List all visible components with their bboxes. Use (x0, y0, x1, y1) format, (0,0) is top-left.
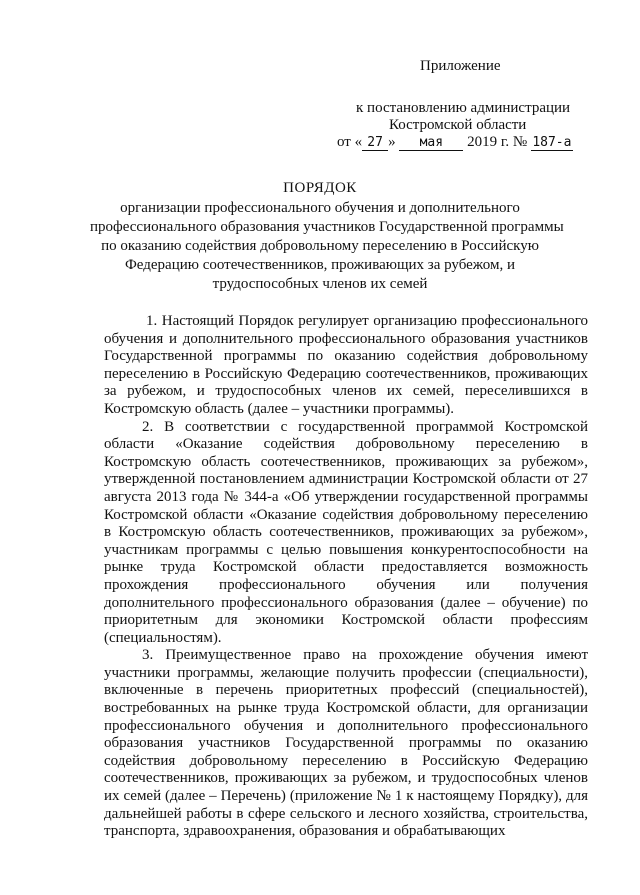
subtitle-line: по оказанию содействия добровольному переселению в Российскую (101, 238, 539, 254)
appendix-title: Приложение (420, 58, 501, 74)
date-quote-close: » (388, 134, 396, 150)
paragraph-1: 1. Настоящий Порядок регулирует организацию профессионального обучения и дополнительного профессионального образования участников Государственной программы по оказанию содействия добровольному переселению в Российскую Федерацию соотечественников, проживающих за рубежом, и трудоспособных членов их семей, переселившихся в Костромскую область (далее – участники программы). (104, 313, 588, 417)
date-prefix: от « (337, 134, 363, 150)
subtitle-line: трудоспособных членов их семей (212, 276, 428, 292)
subtitle-line: профессионального образования участников Государственной программы (90, 219, 564, 235)
handwritten-day: 27 (362, 135, 388, 151)
document-body (104, 313, 588, 841)
appendix-region-line: Костромской области (389, 117, 527, 133)
appendix-resolution-line: к постановлению администрации (356, 100, 571, 116)
handwritten-number: 187-а (532, 135, 572, 150)
paragraph-2: 2. В соответствии с государственной программой Костромской области «Оказание содействия добровольному переселению в Костромскую область соотечественников, проживающих за рубежом», утвержденной постановлением администрации Костромской области от 27 августа 2013 года № 344-а «Об утверждении государственной программы Костромской области «Оказание содействия добровольному переселению в Костромскую область соотечественников, проживающих за рубежом», участникам программы с целью повышения конкурентоспособности на рынке труда Костромской области предоставляется возможность прохождения профессионального обучения или получения дополнительного профессионального образования (далее – обучение) по приоритетным для экономики Костромской области профессиям (специальностям). (104, 418, 588, 646)
document-title: ПОРЯДОК (283, 180, 357, 196)
subtitle-line: Федерацию соотечественников, проживающих за рубежом, и (124, 257, 516, 273)
subtitle-line: организации профессионального обучения и дополнительного (120, 200, 520, 216)
appendix-date-line (337, 134, 573, 151)
paragraph-3: 3. Преимущественное право на прохождение обучения имеют участники программы, желающие получить профессии (специальности), включенные в перечень приоритетных профессий (специальностей), востребованных на рынке труда Костромской области, для организации профессионального обучения и дополнительного профессионального образования участников Государственной программы по оказанию содействия добровольному переселению в Российскую Федерацию соотечественников, проживающих за рубежом, и трудоспособных членов их семей (далее – Перечень) (приложение № 1 к настоящему Порядку), для дальнейшей работы в сфере сельского и лесного хозяйства, строительства, транспорта, здравоохранения, образования и обрабатывающих (104, 647, 588, 840)
document-subtitle (90, 199, 564, 294)
date-year-number-label: 2019 г. № (467, 134, 528, 150)
handwritten-month: мая (399, 135, 463, 151)
